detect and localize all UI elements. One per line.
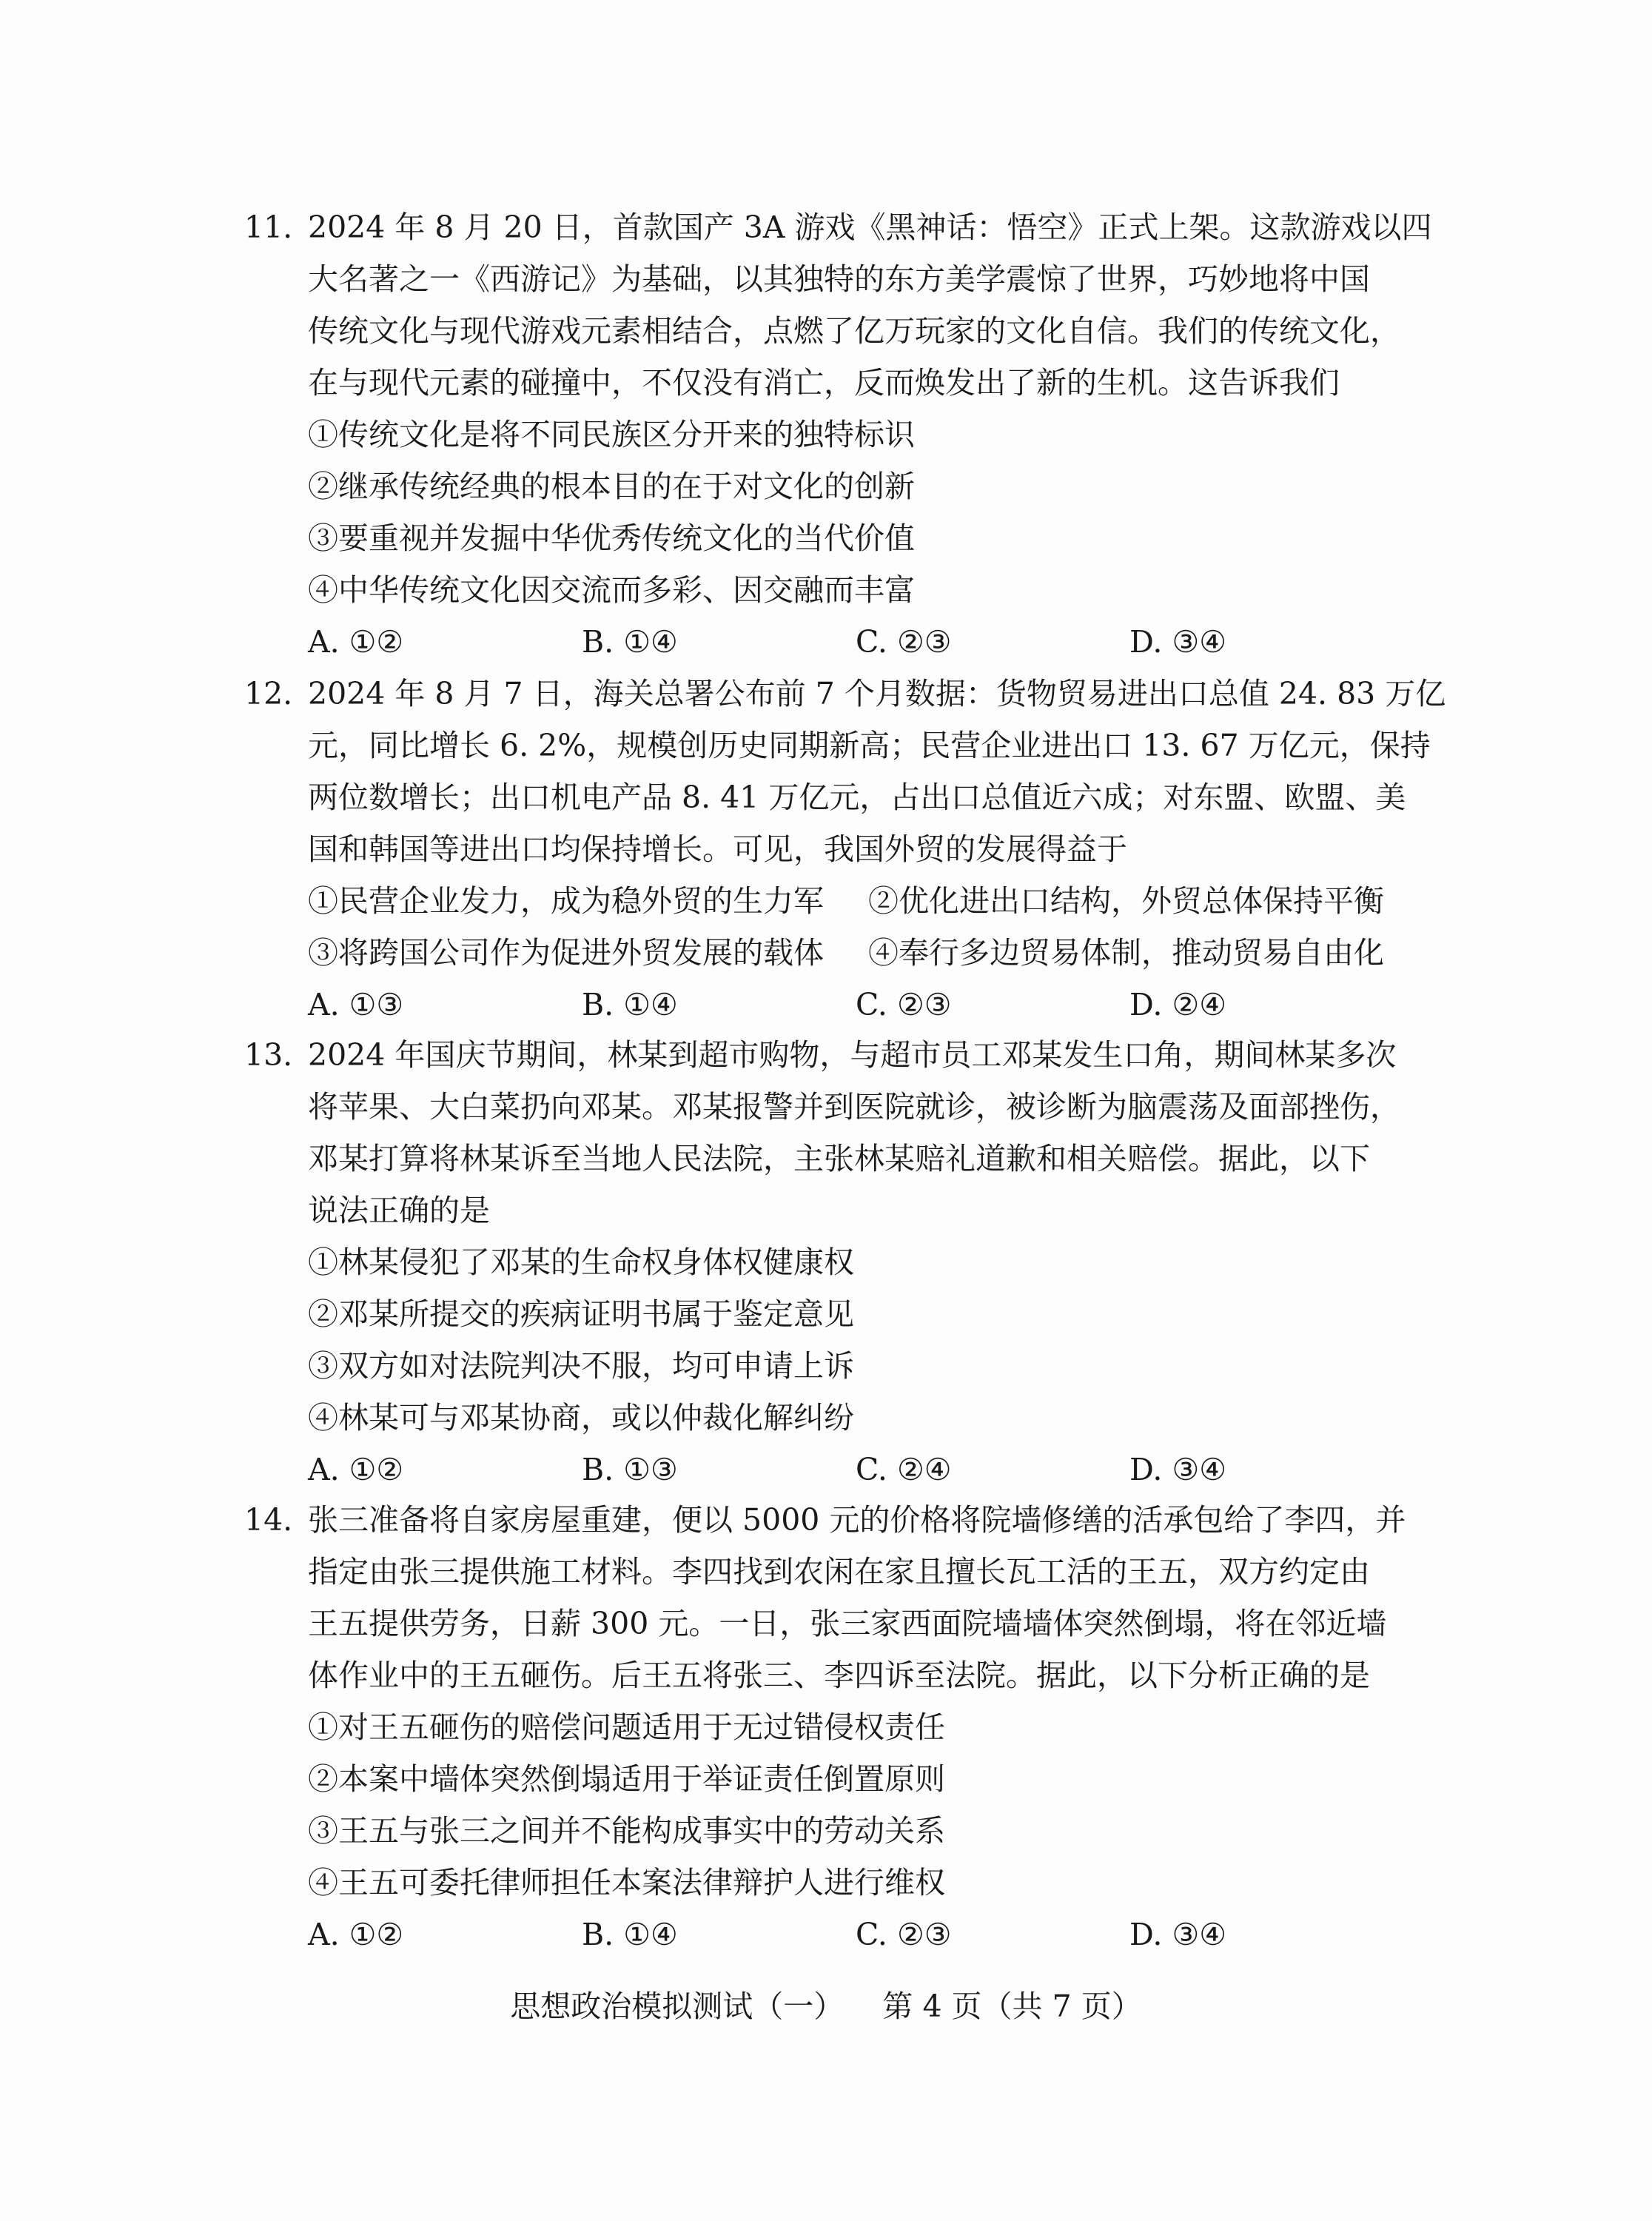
- option-d: D. ③④: [1129, 1917, 1226, 1952]
- answer-options: [308, 616, 1428, 668]
- option-b: B. ①③: [582, 1452, 678, 1487]
- stem-line: 传统文化与现代游戏元素相结合，点燃了亿万玩家的文化自信。我们的传统文化，: [308, 313, 1400, 349]
- option-a: A. ①②: [308, 1452, 404, 1487]
- answer-options: [308, 979, 1428, 1031]
- statement-row: [308, 875, 1428, 927]
- stem-line: 邓某打算将林某诉至当地人民法院，主张林某赔礼道歉和相关赔偿。据此，以下: [308, 1141, 1370, 1176]
- stem-line: 国和韩国等进出口均保持增长。可见，我国外贸的发展得益于: [308, 831, 1127, 867]
- statement-2: ②继承传统经典的根本目的在于对文化的创新: [308, 469, 915, 504]
- statement-4: ④林某可与邓某协商，或以仲裁化解纠纷: [308, 1400, 854, 1436]
- statement-4: ④王五可委托律师担任本案法律辩护人进行维权: [308, 1865, 945, 1900]
- answer-options: [308, 1909, 1428, 1960]
- statement-3: ③王五与张三之间并不能构成事实中的劳动关系: [308, 1813, 945, 1849]
- option-a: A. ①②: [308, 1917, 404, 1952]
- question-11: [244, 201, 1432, 668]
- option-d: D. ②④: [1129, 987, 1226, 1022]
- question-number: 13.: [244, 1037, 293, 1073]
- option-c: C. ②④: [856, 1452, 952, 1487]
- stem-line: 指定由张三提供施工材料。李四找到农闲在家且擅长瓦工活的王五，双方约定由: [308, 1554, 1370, 1589]
- statement-4: ④奉行多边贸易体制，推动贸易自由化: [868, 935, 1384, 971]
- stem-line: 体作业中的王五砸伤。后王五将张三、李四诉至法院。据此，以下分析正确的是: [308, 1658, 1370, 1693]
- page-footer: 思想政治模拟测试（一） 第 4 页（共 7 页）: [510, 1989, 1142, 2024]
- option-c: C. ②③: [856, 1917, 952, 1952]
- statement-2: ②本案中墙体突然倒塌适用于举证责任倒置原则: [308, 1761, 945, 1797]
- stem-line: 说法正确的是: [308, 1193, 490, 1228]
- stem-line: 大名著之一《西游记》为基础，以其独特的东方美学震惊了世界，巧妙地将中国: [308, 261, 1370, 297]
- question-number: 12.: [244, 676, 293, 711]
- option-c: C. ②③: [856, 624, 952, 660]
- option-c: C. ②③: [856, 987, 952, 1022]
- stem-line: 在与现代元素的碰撞中，不仅没有消亡，反而焕发出了新的生机。这告诉我们: [308, 365, 1340, 401]
- stem-line: 王五提供劳务，日薪 300 元。一日，张三家西面院墙墙体突然倒塌，将在邻近墙: [308, 1606, 1387, 1641]
- question-13: [244, 1029, 1428, 1495]
- statement-3: ③将跨国公司作为促进外贸发展的载体: [308, 935, 824, 971]
- statement-4: ④中华传统文化因交流而多彩、因交融而丰富: [308, 572, 915, 608]
- option-b: B. ①④: [582, 1917, 678, 1952]
- stem-line: 元，同比增长 6. 2%，规模创历史同期新高；民营企业进出口 13. 67 万亿元，保持: [308, 728, 1431, 763]
- stem-line: 张三准备将自家房屋重建，便以 5000 元的价格将院墙修缮的活承包给了李四，并: [308, 1502, 1406, 1538]
- statement-1: ①传统文化是将不同民族区分开来的独特标识: [308, 417, 915, 452]
- question-number: 11.: [244, 210, 293, 245]
- option-d: D. ③④: [1129, 1452, 1226, 1487]
- option-a: A. ①③: [308, 987, 404, 1022]
- stem-line: 2024 年 8 月 7 日，海关总署公布前 7 个月数据：货物贸易进出口总值 24. 83 万亿: [308, 676, 1446, 711]
- stem-line: 2024 年 8 月 20 日，首款国产 3A 游戏《黑神话：悟空》正式上架。这款游戏以四: [308, 210, 1432, 245]
- statement-row: [308, 927, 1428, 979]
- option-b: B. ①④: [582, 987, 678, 1022]
- statement-3: ③双方如对法院判决不服，均可申请上诉: [308, 1348, 854, 1384]
- question-14: [244, 1494, 1428, 1960]
- statement-3: ③要重视并发掘中华优秀传统文化的当代价值: [308, 520, 915, 556]
- statement-2: ②优化进出口结构，外贸总体保持平衡: [868, 883, 1384, 919]
- question-body: [308, 201, 1432, 668]
- stem-line: 两位数增长；出口机电产品 8. 41 万亿元，占出口总值近六成；对东盟、欧盟、美: [308, 780, 1406, 815]
- statement-1: ①林某侵犯了邓某的生命权身体权健康权: [308, 1245, 854, 1280]
- option-d: D. ③④: [1129, 624, 1226, 660]
- statement-1: ①对王五砸伤的赔偿问题适用于无过错侵权责任: [308, 1709, 945, 1745]
- question-body: [308, 668, 1446, 1031]
- statement-2: ②邓某所提交的疾病证明书属于鉴定意见: [308, 1296, 854, 1332]
- option-b: B. ①④: [582, 624, 678, 660]
- question-12: [244, 668, 1446, 1031]
- statement-1: ①民营企业发力，成为稳外贸的生力军: [308, 883, 824, 919]
- answer-options: [308, 1444, 1428, 1495]
- stem-line: 2024 年国庆节期间，林某到超市购物，与超市员工邓某发生口角，期间林某多次: [308, 1037, 1397, 1073]
- stem-line: 将苹果、大白菜扔向邓某。邓某报警并到医院就诊，被诊断为脑震荡及面部挫伤，: [308, 1089, 1400, 1125]
- option-a: A. ①②: [308, 624, 404, 660]
- question-body: [308, 1494, 1428, 1960]
- question-number: 14.: [244, 1502, 293, 1538]
- question-body: [308, 1029, 1428, 1495]
